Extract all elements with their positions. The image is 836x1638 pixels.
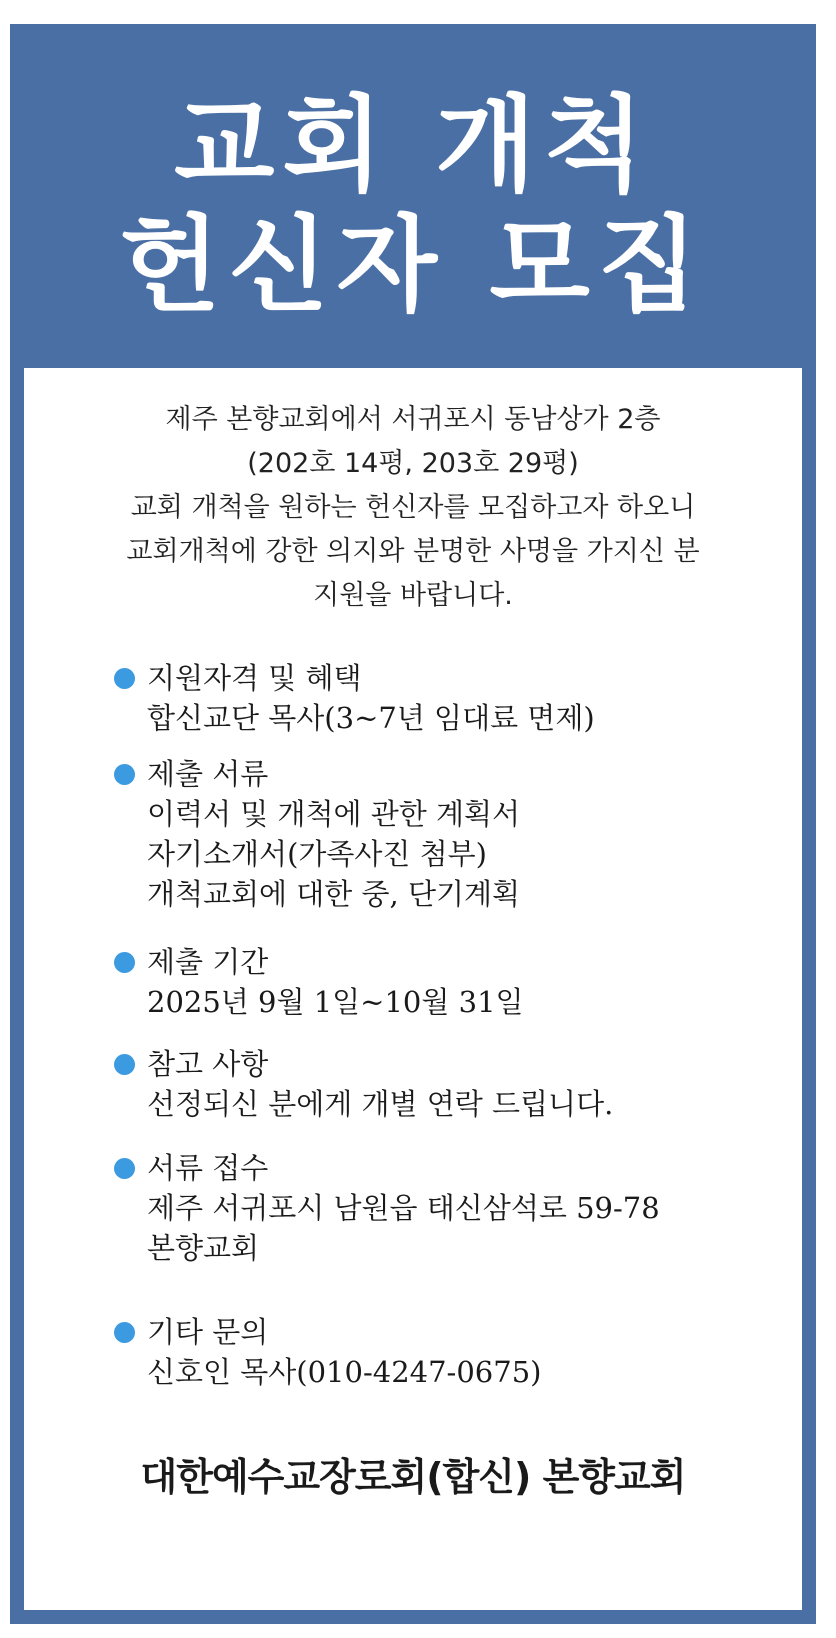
bullet-icon [114,668,135,689]
footer-church-name: 대한예수교장로회(합신) 본향교회 [140,1455,686,1499]
section-heading: 서류 접수 [147,1151,269,1185]
poster-title [10,24,816,368]
intro-text [24,398,802,618]
intro-line: (202호 14평, 203호 29평) [247,448,579,479]
intro-line: 지원을 바랍니다. [313,580,513,611]
section-documents [114,754,794,914]
section-heading: 참고 사항 [147,1047,269,1081]
bullet-icon [114,1158,135,1179]
bullet-icon [114,1322,135,1343]
content-panel [24,368,802,1610]
section-heading: 제출 기간 [147,945,269,979]
section-heading: 제출 서류 [147,757,269,791]
section-line: 선정되신 분에게 개별 연락 드립니다. [147,1087,614,1121]
section-contact [114,1312,794,1392]
section-qualification [114,658,794,738]
section-heading: 지원자격 및 혜택 [147,661,362,695]
section-notes [114,1044,794,1124]
section-line: 합신교단 목사(3~7년 임대료 면제) [147,701,595,735]
section-heading: 기타 문의 [147,1315,269,1349]
section-period [114,942,794,1022]
bullet-icon [114,764,135,785]
section-submission [114,1148,794,1268]
section-line: 자기소개서(가족사진 첨부) [147,837,488,871]
section-line: 2025년 9월 1일~10월 31일 [147,985,524,1019]
title-line-2: 헌신자 모집 [119,204,707,326]
section-line: 본향교회 [147,1231,260,1265]
section-line: 신호인 목사(010-4247-0675) [147,1355,542,1389]
intro-line: 제주 본향교회에서 서귀포시 동남상가 2층 [165,404,661,435]
intro-line: 교회개척에 강한 의지와 분명한 사명을 가지신 분 [126,536,700,567]
intro-line: 교회 개척을 원하는 헌신자를 모집하고자 하오니 [130,492,696,523]
section-line: 제주 서귀포시 남원읍 태신삼석로 59-78 [147,1191,660,1225]
section-line: 개척교회에 대한 중, 단기계획 [147,877,521,911]
section-line: 이력서 및 개척에 관한 계획서 [147,797,521,831]
bullet-icon [114,1054,135,1075]
title-line-1: 교회 개척 [173,84,653,206]
bullet-icon [114,952,135,973]
